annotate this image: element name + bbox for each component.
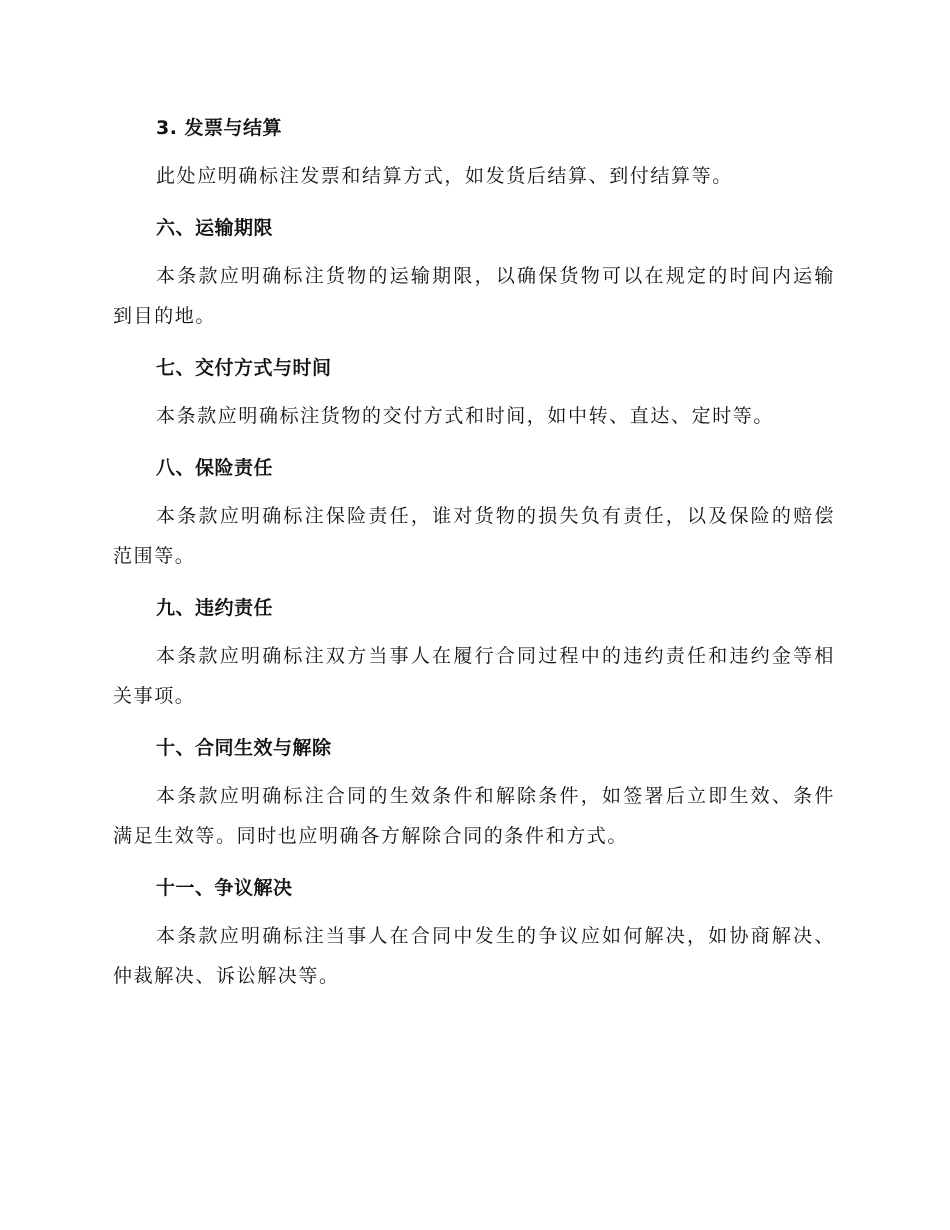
section-heading-insurance: 八、保险责任 (156, 457, 274, 479)
document-content (113, 108, 835, 1008)
section-body-dispute: 本条款应明确标注当事人在合同中发生的争议应如何解决，如协商解决、仲裁解决、诉讼解决等。 (113, 925, 835, 987)
section-heading-dispute: 十一、争议解决 (156, 877, 293, 899)
section-heading-invoice-settlement: 3. 发票与结算 (156, 117, 283, 139)
section-body-effect-termination: 本条款应明确标注合同的生效条件和解除条件，如签署后立即生效、条件满足生效等。同时也应明确各方解除合同的条件和方式。 (113, 785, 835, 847)
section-body-transport-period: 本条款应明确标注货物的运输期限，以确保货物可以在规定的时间内运输到目的地。 (113, 265, 835, 327)
section-body-delivery-method: 本条款应明确标注货物的交付方式和时间，如中转、直达、定时等。 (156, 405, 775, 427)
section-heading-effect-termination: 十、合同生效与解除 (156, 737, 332, 759)
section-heading-transport-period: 六、运输期限 (156, 217, 274, 239)
section-heading-delivery-method: 七、交付方式与时间 (156, 357, 332, 379)
section-heading-breach: 九、违约责任 (156, 597, 274, 619)
section-body-invoice-settlement: 此处应明确标注发票和结算方式，如发货后结算、到付结算等。 (156, 165, 733, 187)
section-body-breach: 本条款应明确标注双方当事人在履行合同过程中的违约责任和违约金等相关事项。 (113, 645, 835, 707)
section-body-insurance: 本条款应明确标注保险责任，谁对货物的损失负有责任，以及保险的赔偿范围等。 (113, 505, 835, 567)
